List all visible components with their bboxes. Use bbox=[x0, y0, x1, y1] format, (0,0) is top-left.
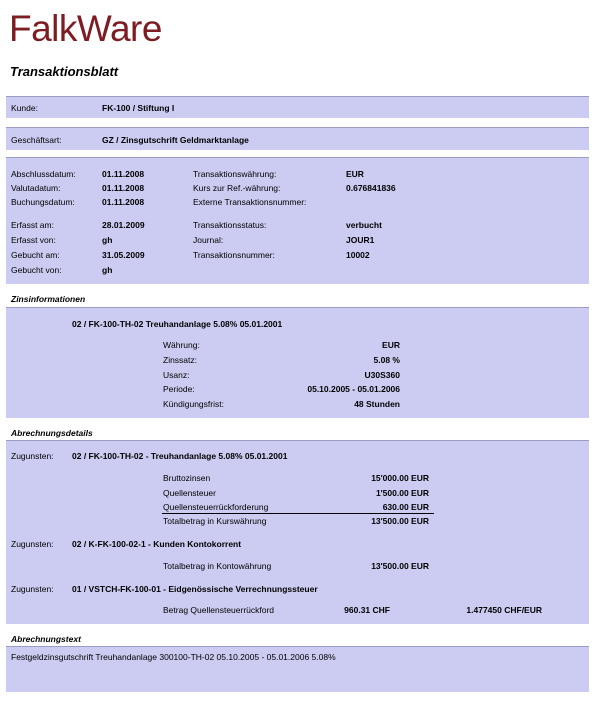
document-title: Transaktionsblatt bbox=[10, 64, 119, 79]
zinsinformationen-title: Zinsinformationen bbox=[11, 294, 86, 304]
journal-value: JOUR1 bbox=[346, 235, 375, 245]
kurs-label: Kurs zur Ref.-währung: bbox=[193, 183, 281, 193]
zugunsten-1-value: 02 / FK-100-TH-02 - Treuhandanlage 5.08% 05.01.2001 bbox=[72, 451, 288, 461]
periode-value: 05.10.2005 - 05.01.2006 bbox=[307, 384, 400, 394]
zinsinformationen-section bbox=[6, 307, 589, 418]
totalbetrag-kontowaehrung-value: 13'500.00 EUR bbox=[371, 561, 429, 571]
kunde-section bbox=[6, 96, 589, 118]
quellensteuer-label: Quellensteuer bbox=[163, 488, 216, 498]
totalbetrag-kurswaehrung-value: 13'500.00 EUR bbox=[371, 516, 429, 526]
transaction-info-section bbox=[6, 157, 589, 284]
kurs-value: 0.676841836 bbox=[346, 183, 396, 193]
zugunsten-3-value: 01 / VSTCH-FK-100-01 - Eidgenössische Verrechnungssteuer bbox=[72, 584, 318, 594]
waehrung-label: Währung: bbox=[163, 340, 200, 350]
valutadatum-value: 01.11.2008 bbox=[102, 183, 145, 193]
quellensteuerrueckforderung-label: Quellensteuerrückforderung bbox=[163, 502, 269, 512]
buchungsdatum-label: Buchungsdatum: bbox=[11, 197, 75, 207]
erfasst-von-label: Erfasst von: bbox=[11, 235, 56, 245]
transaktionsstatus-value: verbucht bbox=[346, 220, 382, 230]
geschaeftsart-section bbox=[6, 127, 589, 150]
bruttozinsen-value: 15'000.00 EUR bbox=[371, 473, 429, 483]
zugunsten-1-label: Zugunsten: bbox=[11, 451, 54, 461]
transaktionswaehrung-label: Transaktionswährung: bbox=[193, 169, 277, 179]
zinssatz-label: Zinssatz: bbox=[163, 355, 198, 365]
geschaeftsart-label: Geschäftsart: bbox=[11, 135, 62, 145]
abrechnungstext-title: Abrechnungstext bbox=[11, 634, 81, 644]
valutadatum-label: Valutadatum: bbox=[11, 183, 61, 193]
kunde-label: Kunde: bbox=[11, 103, 38, 113]
gebucht-am-label: Gebucht am: bbox=[11, 250, 60, 260]
abrechnungsdetails-section bbox=[6, 440, 589, 624]
brand-logo: FalkWare bbox=[9, 8, 162, 49]
totalbetrag-kurswaehrung-label: Totalbetrag in Kurswährung bbox=[163, 516, 267, 526]
quellensteuerrueckforderung-value: 630.00 EUR bbox=[382, 502, 429, 512]
zugunsten-3-label: Zugunsten: bbox=[11, 584, 54, 594]
erfasst-von-value: gh bbox=[102, 235, 113, 245]
totalbetrag-kontowaehrung-label: Totalbetrag in Kontowährung bbox=[163, 561, 272, 571]
kuendigungsfrist-label: Kündigungsfrist: bbox=[163, 399, 224, 409]
usanz-value: U30S360 bbox=[364, 370, 400, 380]
zins-header: 02 / FK-100-TH-02 Treuhandanlage 5.08% 05.01.2001 bbox=[72, 319, 283, 329]
sum-divider bbox=[162, 513, 434, 514]
bruttozinsen-label: Bruttozinsen bbox=[163, 473, 211, 483]
journal-label: Journal: bbox=[193, 235, 224, 245]
transaktionsnummer-value: 10002 bbox=[346, 250, 370, 260]
gebucht-am-value: 31.05.2009 bbox=[102, 250, 145, 260]
abrechnungsdetails-title: Abrechnungsdetails bbox=[11, 428, 93, 438]
betrag-quellensteuerrueckford-value: 960.31 CHF bbox=[344, 605, 390, 615]
externe-transaktionsnummer-label: Externe Transaktionsnummer: bbox=[193, 197, 307, 207]
erfasst-am-label: Erfasst am: bbox=[11, 220, 54, 230]
abschlussdatum-value: 01.11.2008 bbox=[102, 169, 145, 179]
zugunsten-2-label: Zugunsten: bbox=[11, 539, 54, 549]
betrag-quellensteuerrueckford-kurs: 1.477450 CHF/EUR bbox=[466, 605, 542, 615]
betrag-quellensteuerrueckford-label: Betrag Quellensteuerrückford bbox=[163, 605, 275, 615]
periode-label: Periode: bbox=[163, 384, 195, 394]
usanz-label: Usanz: bbox=[163, 370, 190, 380]
transaktionsstatus-label: Transaktionsstatus: bbox=[193, 220, 267, 230]
buchungsdatum-value: 01.11.2008 bbox=[102, 197, 145, 207]
waehrung-value: EUR bbox=[382, 340, 400, 350]
erfasst-am-value: 28.01.2009 bbox=[102, 220, 145, 230]
abrechnungstext-body: Festgeldzinsgutschrift Treuhandanlage 300100-TH-02 05.10.2005 - 05.01.2006 5.08% bbox=[11, 652, 336, 662]
abrechnungstext-section bbox=[6, 646, 589, 692]
gebucht-von-label: Gebucht von: bbox=[11, 265, 62, 275]
zinssatz-value: 5.08 % bbox=[373, 355, 400, 365]
zugunsten-2-value: 02 / K-FK-100-02-1 - Kunden Kontokorrent bbox=[72, 539, 242, 549]
quellensteuer-value: 1'500.00 EUR bbox=[375, 488, 429, 498]
transaktionsnummer-label: Transaktionsnummer: bbox=[193, 250, 275, 260]
kuendigungsfrist-value: 48 Stunden bbox=[354, 399, 400, 409]
transaktionswaehrung-value: EUR bbox=[346, 169, 364, 179]
abschlussdatum-label: Abschlussdatum: bbox=[11, 169, 76, 179]
geschaeftsart-value: GZ / Zinsgutschrift Geldmarktanlage bbox=[102, 135, 249, 145]
gebucht-von-value: gh bbox=[102, 265, 113, 275]
kunde-value: FK-100 / Stiftung I bbox=[102, 103, 175, 113]
